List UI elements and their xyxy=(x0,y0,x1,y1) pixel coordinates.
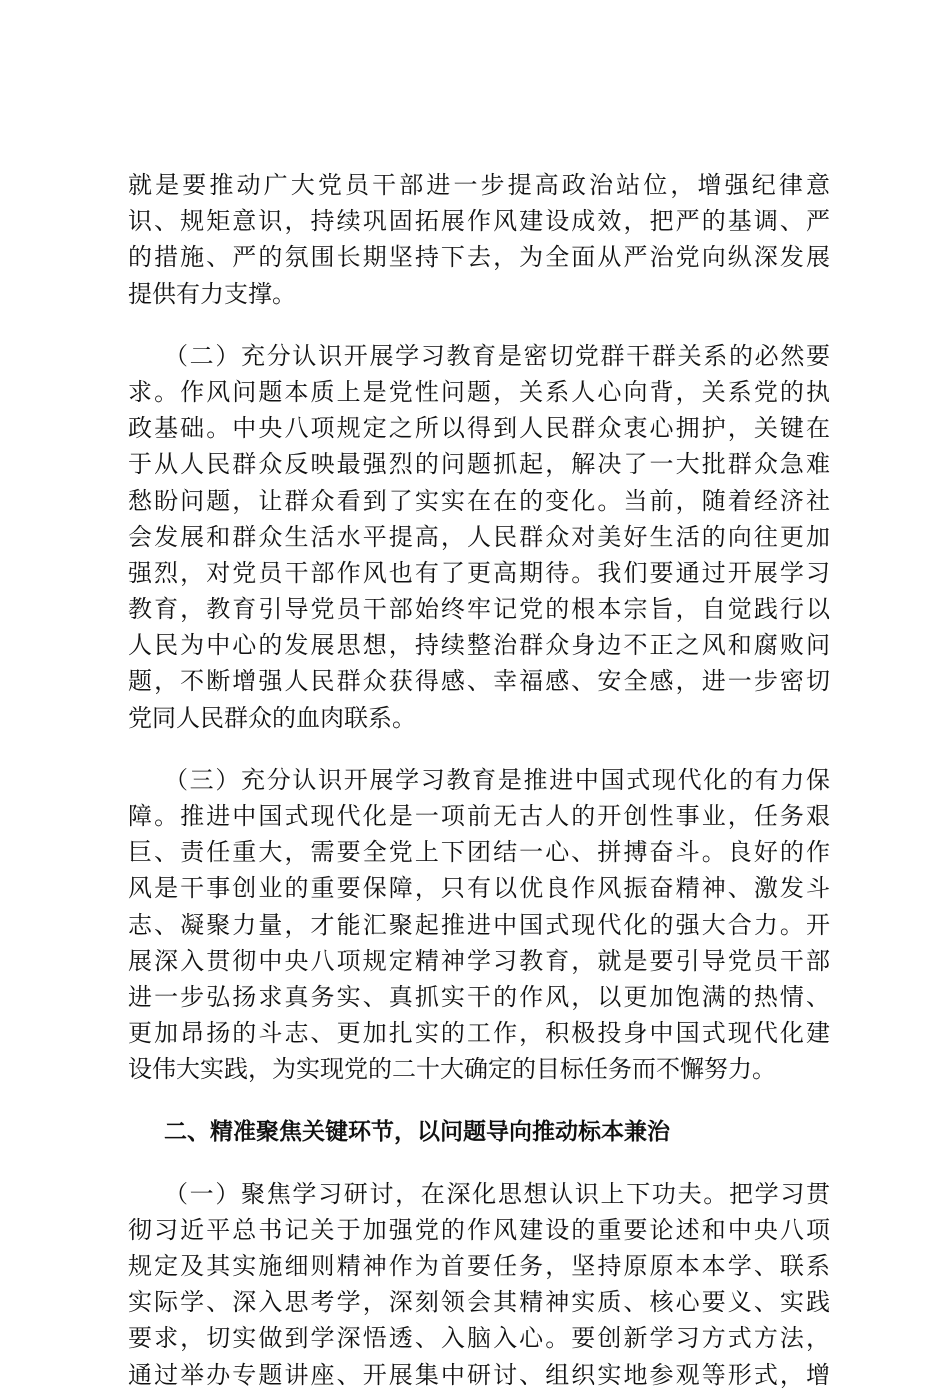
text-line: 强烈，对党员干部作风也有了更高期待。我们要通过开展学习 xyxy=(128,558,830,587)
text-line: 设伟大实践，为实现党的二十大确定的目标任务而不懈努力。 xyxy=(128,1055,776,1084)
text-line: 政基础。中央八项规定之所以得到人民群众衷心拥护，关键在 xyxy=(128,414,830,443)
text-line: （一）聚焦学习研讨，在深化思想认识上下功夫。把学习贯 xyxy=(164,1179,830,1208)
text-line: 题，不断增强人民群众获得感、幸福感、安全感，进一步密切 xyxy=(128,667,830,696)
text-line: 要求，切实做到学深悟透、入脑入心。要创新学习方式方法， xyxy=(128,1324,830,1353)
text-line: 通过举办专题讲座、开展集中研讨、组织实地参观等形式，增 xyxy=(128,1360,830,1389)
text-line: （三）充分认识开展学习教育是推进中国式现代化的有力保 xyxy=(164,765,830,794)
text-line: （二）充分认识开展学习教育是密切党群干群关系的必然要 xyxy=(164,341,830,370)
paragraph-2 xyxy=(128,338,830,736)
paragraph-gap xyxy=(128,736,830,762)
paragraph-gap xyxy=(128,312,830,338)
text-line: 展深入贯彻中央八项规定精神学习教育，就是要引导党员干部 xyxy=(128,946,830,975)
text-line: 就是要推动广大党员干部进一步提高政治站位，增强纪律意 xyxy=(128,171,830,199)
text-line: 会发展和群众生活水平提高，人民群众对美好生活的向往更加 xyxy=(128,522,830,551)
paragraph-gap xyxy=(128,1088,830,1114)
text-line: 进一步弘扬求真务实、真抓实干的作风，以更加饱满的热情、 xyxy=(128,982,830,1011)
text-line: 障。推进中国式现代化是一项前无古人的开创性事业，任务艰 xyxy=(128,802,830,830)
text-line: 更加昂扬的斗志、更加扎实的工作，积极投身中国式现代化建 xyxy=(128,1019,830,1048)
paragraph-4 xyxy=(128,1176,830,1393)
text-line: 的措施、严的氛围长期坚持下去，为全面从严治党向纵深发展 xyxy=(128,243,830,272)
text-line: 志、凝聚力量，才能汇聚起推进中国式现代化的强大合力。开 xyxy=(128,910,830,939)
paragraph-1 xyxy=(128,167,830,312)
text-line: 教育，教育引导党员干部始终牢记党的根本宗旨，自觉践行以 xyxy=(128,595,830,624)
text-line: 人民为中心的发展思想，持续整治群众身边不正之风和腐败问 xyxy=(128,631,830,660)
section-heading: 二、精准聚焦关键环节，以问题导向推动标本兼治 xyxy=(164,1118,670,1145)
paragraph-3 xyxy=(128,762,830,1088)
paragraph-gap xyxy=(128,1150,830,1176)
text-line: 风是干事创业的重要保障，只有以优良作风振奋精神、激发斗 xyxy=(128,874,830,903)
text-line: 愁盼问题，让群众看到了实实在在的变化。当前，随着经济社 xyxy=(128,486,830,515)
text-line: 识、规矩意识，持续巩固拓展作风建设成效，把严的基调、严 xyxy=(128,207,830,236)
text-line: 规定及其实施细则精神作为首要任务，坚持原原本本学、联系 xyxy=(128,1252,830,1281)
text-line: 求。作风问题本质上是党性问题，关系人心向背，关系党的执 xyxy=(128,377,830,406)
text-line: 巨、责任重大，需要全党上下团结一心、拼搏奋斗。良好的作 xyxy=(128,838,830,867)
text-line: 提供有力支撑。 xyxy=(128,279,296,308)
text-line: 彻习近平总书记关于加强党的作风建设的重要论述和中央八项 xyxy=(128,1215,830,1244)
document-body xyxy=(128,167,830,1393)
text-line: 于从人民群众反映最强烈的问题抓起，解决了一大批群众急难 xyxy=(128,450,830,479)
text-line: 实际学、深入思考学，深刻领会其精神实质、核心要义、实践 xyxy=(128,1288,830,1317)
text-line: 党同人民群众的血肉联系。 xyxy=(128,703,416,732)
